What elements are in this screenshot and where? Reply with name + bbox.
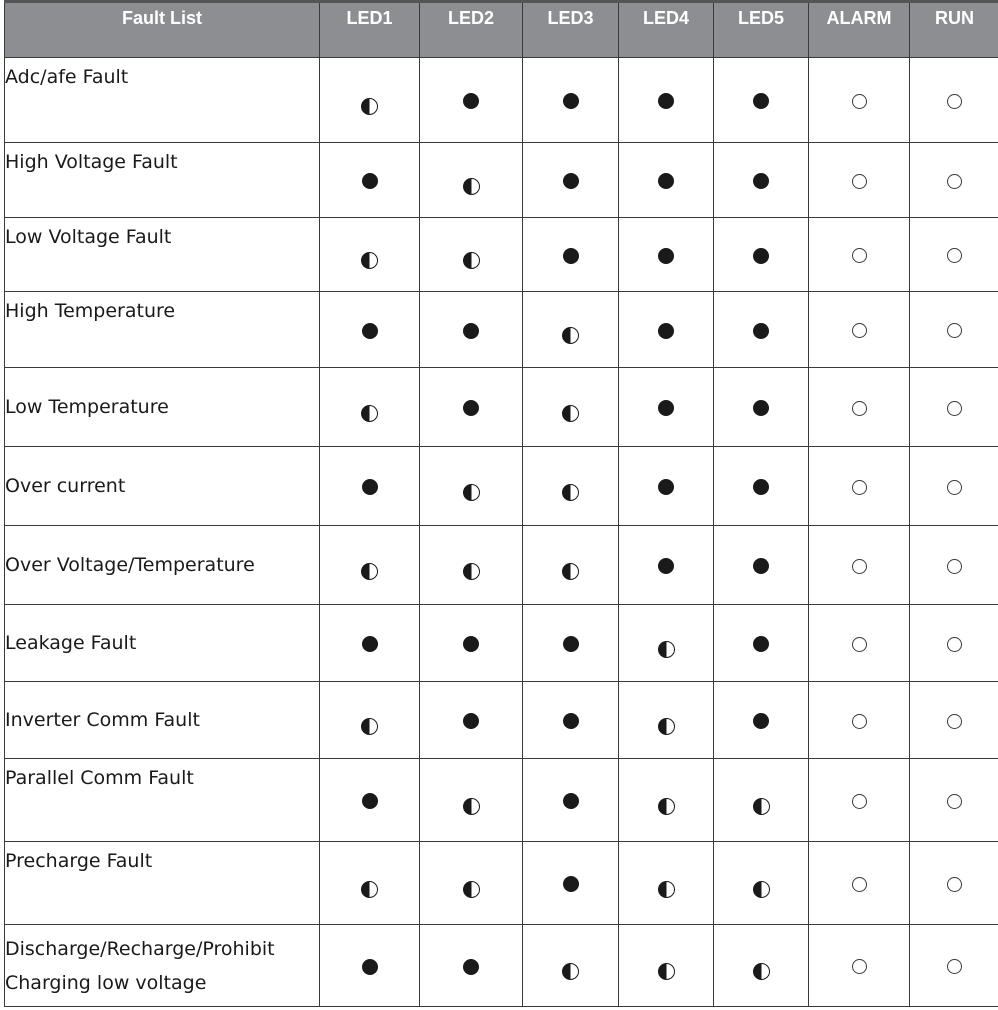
led-on-icon: [362, 636, 378, 652]
led-on-icon: [362, 479, 378, 495]
fault-name: Leakage Fault: [5, 632, 137, 654]
led-on-icon: [563, 636, 579, 652]
led2-cell: [420, 842, 523, 925]
alarm-cell: [809, 218, 910, 292]
led-flash-icon: [562, 963, 579, 980]
table-row: [5, 447, 998, 526]
led3-cell: [523, 759, 619, 842]
led4-cell: [619, 58, 714, 143]
run-cell: [910, 842, 998, 925]
led-off-icon: [852, 794, 867, 809]
led-off-icon: [947, 94, 962, 109]
led-flash-icon: [658, 881, 675, 898]
led3-cell: [523, 842, 619, 925]
led-off-icon: [852, 959, 867, 974]
led-on-icon: [658, 248, 674, 264]
led-on-icon: [463, 636, 479, 652]
led1-cell: [320, 605, 420, 682]
led3-cell: [523, 143, 619, 218]
led-on-icon: [753, 713, 769, 729]
run-cell: [910, 58, 998, 143]
run-cell: [910, 682, 998, 759]
header-led2: LED2: [420, 2, 523, 58]
alarm-cell: [809, 605, 910, 682]
led5-cell: [714, 682, 809, 759]
header-led4: LED4: [619, 2, 714, 58]
fault-name: High Temperature: [5, 300, 176, 322]
run-cell: [910, 605, 998, 682]
led-flash-icon: [361, 881, 378, 898]
led-off-icon: [947, 794, 962, 809]
led-off-icon: [852, 174, 867, 189]
led-flash-icon: [658, 718, 675, 735]
table-row: [5, 925, 998, 1007]
led-off-icon: [852, 248, 867, 263]
fault-name: Precharge Fault: [5, 850, 153, 872]
fault-name-cell: [5, 368, 320, 447]
led1-cell: [320, 143, 420, 218]
led-off-icon: [852, 637, 867, 652]
led3-cell: [523, 368, 619, 447]
led5-cell: [714, 292, 809, 368]
led-off-icon: [947, 480, 962, 495]
header-fault-list: Fault List: [5, 2, 320, 58]
header-row: [5, 2, 998, 58]
led3-cell: [523, 605, 619, 682]
alarm-cell: [809, 682, 910, 759]
led1-cell: [320, 526, 420, 605]
fault-name: Adc/afe Fault: [5, 66, 129, 88]
fault-name-line2: Charging low voltage: [5, 971, 207, 994]
table-row: [5, 605, 998, 682]
led-flash-icon: [361, 718, 378, 735]
led-flash-icon: [463, 484, 480, 501]
led2-cell: [420, 218, 523, 292]
led-on-icon: [658, 479, 674, 495]
led-flash-icon: [753, 963, 770, 980]
run-cell: [910, 292, 998, 368]
led5-cell: [714, 143, 809, 218]
led-on-icon: [563, 93, 579, 109]
led-on-icon: [658, 558, 674, 574]
led-off-icon: [947, 248, 962, 263]
led2-cell: [420, 682, 523, 759]
alarm-cell: [809, 925, 910, 1007]
led-on-icon: [753, 173, 769, 189]
led-off-icon: [947, 877, 962, 892]
alarm-cell: [809, 447, 910, 526]
led1-cell: [320, 925, 420, 1007]
fault-table-body: [5, 58, 998, 1007]
led-on-icon: [753, 558, 769, 574]
led4-cell: [619, 925, 714, 1007]
led4-cell: [619, 368, 714, 447]
led-on-icon: [563, 793, 579, 809]
table-row: [5, 759, 998, 842]
led-on-icon: [753, 93, 769, 109]
fault-led-table: [4, 0, 998, 1007]
led4-cell: [619, 842, 714, 925]
fault-name-cell: [5, 218, 320, 292]
led-on-icon: [463, 400, 479, 416]
led4-cell: [619, 682, 714, 759]
led3-cell: [523, 526, 619, 605]
led-on-icon: [362, 323, 378, 339]
led-on-icon: [463, 959, 479, 975]
led-flash-icon: [753, 881, 770, 898]
led-on-icon: [362, 793, 378, 809]
led-off-icon: [852, 401, 867, 416]
table-row: [5, 842, 998, 925]
fault-name: Low Temperature: [5, 396, 169, 418]
fault-name-cell: [5, 143, 320, 218]
led-on-icon: [658, 173, 674, 189]
led5-cell: [714, 605, 809, 682]
fault-name: Low Voltage Fault: [5, 226, 172, 248]
led-off-icon: [947, 323, 962, 338]
run-cell: [910, 447, 998, 526]
led1-cell: [320, 447, 420, 526]
table-row: [5, 368, 998, 447]
led4-cell: [619, 218, 714, 292]
fault-name: Discharge/Recharge/Prohibit: [5, 937, 275, 960]
led3-cell: [523, 447, 619, 526]
table-row: [5, 58, 998, 143]
led1-cell: [320, 842, 420, 925]
led-on-icon: [753, 400, 769, 416]
led-flash-icon: [361, 563, 378, 580]
led-flash-icon: [463, 563, 480, 580]
led-on-icon: [753, 479, 769, 495]
led-flash-icon: [753, 798, 770, 815]
led-on-icon: [658, 400, 674, 416]
fault-name-cell: [5, 605, 320, 682]
led-flash-icon: [361, 405, 378, 422]
led3-cell: [523, 292, 619, 368]
table-row: [5, 218, 998, 292]
led-flash-icon: [361, 252, 378, 269]
alarm-cell: [809, 143, 910, 218]
led-flash-icon: [463, 798, 480, 815]
fault-name: Over current: [5, 475, 126, 497]
run-cell: [910, 526, 998, 605]
fault-name-cell: [5, 925, 320, 1007]
led-flash-icon: [463, 881, 480, 898]
led-flash-icon: [658, 798, 675, 815]
led-on-icon: [362, 173, 378, 189]
table-row: [5, 682, 998, 759]
led2-cell: [420, 58, 523, 143]
fault-name-cell: [5, 526, 320, 605]
led1-cell: [320, 218, 420, 292]
led-off-icon: [852, 94, 867, 109]
led-flash-icon: [562, 563, 579, 580]
led-on-icon: [563, 248, 579, 264]
led-on-icon: [463, 713, 479, 729]
led3-cell: [523, 925, 619, 1007]
led2-cell: [420, 526, 523, 605]
led-off-icon: [852, 714, 867, 729]
led-flash-icon: [562, 484, 579, 501]
led1-cell: [320, 368, 420, 447]
led4-cell: [619, 447, 714, 526]
led-on-icon: [463, 93, 479, 109]
led-off-icon: [947, 959, 962, 974]
header-led5: LED5: [714, 2, 809, 58]
alarm-cell: [809, 368, 910, 447]
alarm-cell: [809, 759, 910, 842]
led-on-icon: [362, 959, 378, 975]
led5-cell: [714, 759, 809, 842]
alarm-cell: [809, 292, 910, 368]
led3-cell: [523, 58, 619, 143]
run-cell: [910, 925, 998, 1007]
header-led3: LED3: [523, 2, 619, 58]
led2-cell: [420, 605, 523, 682]
header-led1: LED1: [320, 2, 420, 58]
led-flash-icon: [658, 641, 675, 658]
fault-name-cell: [5, 842, 320, 925]
led2-cell: [420, 368, 523, 447]
fault-name: Over Voltage/Temperature: [5, 554, 255, 576]
led1-cell: [320, 58, 420, 143]
header-alarm: ALARM: [809, 2, 910, 58]
led2-cell: [420, 143, 523, 218]
led5-cell: [714, 842, 809, 925]
led1-cell: [320, 682, 420, 759]
led-off-icon: [852, 480, 867, 495]
led-on-icon: [563, 713, 579, 729]
led-off-icon: [947, 559, 962, 574]
led-off-icon: [852, 877, 867, 892]
led4-cell: [619, 759, 714, 842]
alarm-cell: [809, 842, 910, 925]
alarm-cell: [809, 526, 910, 605]
run-cell: [910, 218, 998, 292]
run-cell: [910, 143, 998, 218]
fault-name: Inverter Comm Fault: [5, 709, 200, 731]
led-flash-icon: [361, 98, 378, 115]
fault-name: High Voltage Fault: [5, 151, 178, 173]
table-row: [5, 143, 998, 218]
led-off-icon: [947, 174, 962, 189]
led5-cell: [714, 447, 809, 526]
run-cell: [910, 368, 998, 447]
led-on-icon: [753, 248, 769, 264]
led5-cell: [714, 925, 809, 1007]
led-off-icon: [947, 714, 962, 729]
fault-name-cell: [5, 58, 320, 143]
led4-cell: [619, 605, 714, 682]
fault-name-cell: [5, 682, 320, 759]
fault-name-cell: [5, 759, 320, 842]
led4-cell: [619, 292, 714, 368]
led-off-icon: [852, 323, 867, 338]
run-cell: [910, 759, 998, 842]
alarm-cell: [809, 58, 910, 143]
led5-cell: [714, 58, 809, 143]
fault-name: Parallel Comm Fault: [5, 767, 194, 789]
led-on-icon: [463, 323, 479, 339]
led5-cell: [714, 368, 809, 447]
led2-cell: [420, 292, 523, 368]
led2-cell: [420, 447, 523, 526]
led-on-icon: [753, 323, 769, 339]
led-on-icon: [658, 93, 674, 109]
led2-cell: [420, 759, 523, 842]
led-on-icon: [753, 636, 769, 652]
led-off-icon: [947, 401, 962, 416]
led-flash-icon: [562, 405, 579, 422]
table-row: [5, 526, 998, 605]
led-flash-icon: [562, 327, 579, 344]
led5-cell: [714, 218, 809, 292]
led2-cell: [420, 925, 523, 1007]
led3-cell: [523, 682, 619, 759]
led-flash-icon: [463, 252, 480, 269]
led-flash-icon: [463, 178, 480, 195]
led4-cell: [619, 143, 714, 218]
led1-cell: [320, 759, 420, 842]
led1-cell: [320, 292, 420, 368]
led-on-icon: [563, 173, 579, 189]
led-off-icon: [852, 559, 867, 574]
led-off-icon: [947, 637, 962, 652]
fault-name-cell: [5, 292, 320, 368]
led-on-icon: [563, 876, 579, 892]
led4-cell: [619, 526, 714, 605]
fault-name-cell: [5, 447, 320, 526]
led-flash-icon: [658, 963, 675, 980]
led3-cell: [523, 218, 619, 292]
led5-cell: [714, 526, 809, 605]
led-on-icon: [658, 323, 674, 339]
table-row: [5, 292, 998, 368]
header-run: RUN: [910, 2, 998, 58]
